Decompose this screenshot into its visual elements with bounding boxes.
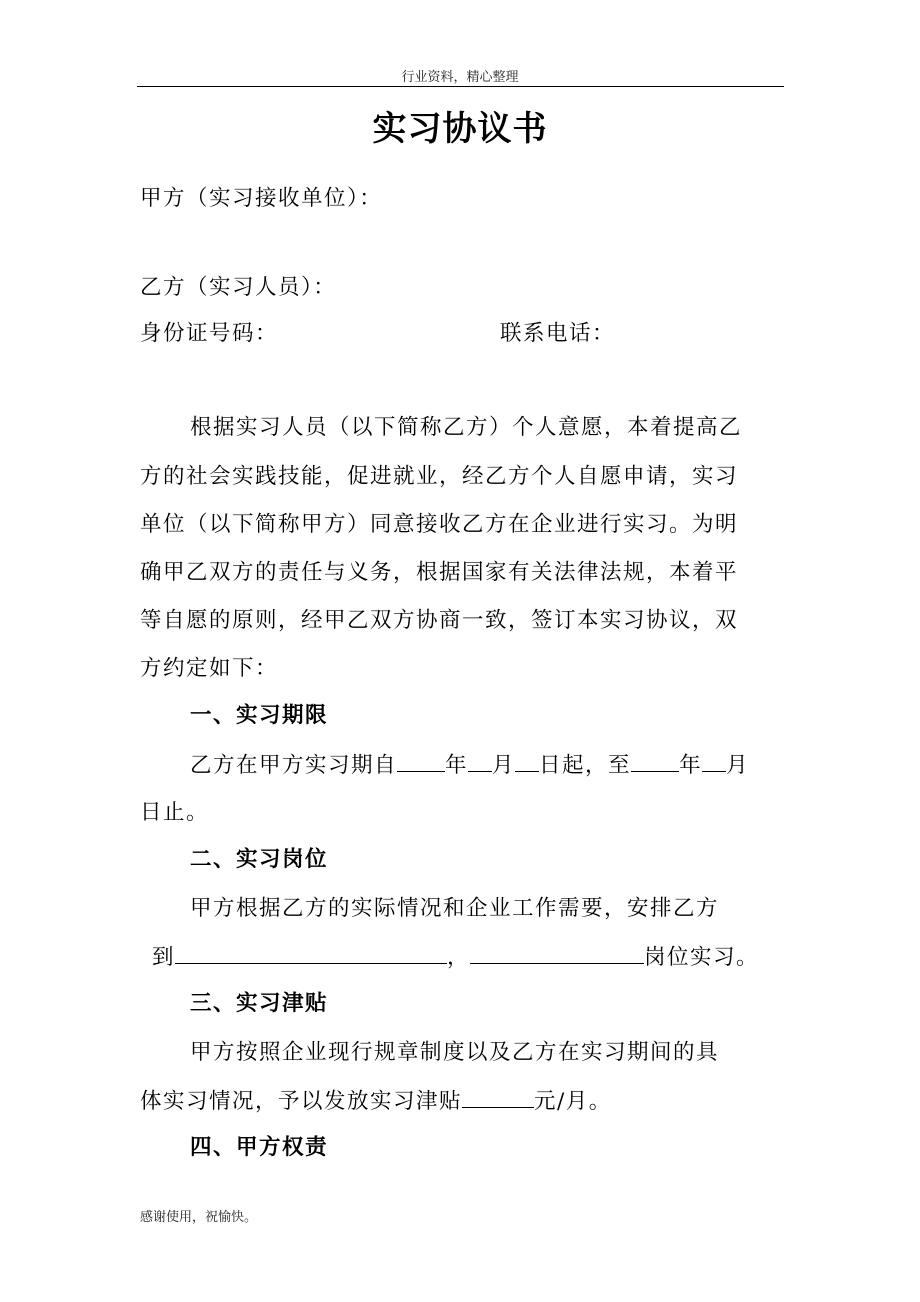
position-blank[interactable]	[470, 943, 644, 964]
intro-line: 确甲乙双方的责任与义务，根据国家有关法律法规，本着平	[140, 560, 739, 585]
year-label: 年	[679, 753, 703, 778]
allowance-unit: 元/月。	[534, 1089, 612, 1114]
intro-line: 方的社会实践技能，促进就业，经乙方个人自愿申请，实习	[140, 464, 739, 489]
document-title: 实习协议书	[372, 109, 548, 149]
year-label: 年	[445, 753, 469, 778]
party-a-field: 甲方（实习接收单位）：	[140, 186, 383, 211]
party-b-field: 乙方（实习人员）：	[140, 275, 337, 300]
intro-line: 根据实习人员（以下简称乙方）个人意愿，本着提高乙	[190, 415, 743, 440]
allowance-line: 甲方按照企业现行规章制度以及乙方在实习期间的具	[190, 1040, 720, 1065]
period-end: 日止。	[140, 800, 210, 825]
start-day-blank[interactable]	[515, 751, 539, 772]
day-label: 日起，至	[539, 753, 632, 778]
start-year-blank[interactable]	[397, 751, 445, 772]
section-heading-duties: 四、甲方权责	[190, 1135, 329, 1160]
section-heading-period: 一、实习期限	[190, 703, 329, 728]
end-year-blank[interactable]	[631, 751, 679, 772]
post-end-label: 岗位实习。	[644, 945, 760, 970]
intro-line: 单位（以下简称甲方）同意接收乙方在企业进行实习。为明	[140, 512, 739, 537]
intro-line: 方约定如下：	[140, 656, 279, 681]
department-blank[interactable]	[175, 943, 447, 964]
id-number-field: 身份证号码：	[140, 321, 279, 346]
month-label: 月	[492, 753, 516, 778]
to-label: 到	[152, 945, 176, 970]
section-heading-post: 二、实习岗位	[190, 847, 329, 872]
allowance-text: 体实习情况，予以发放实习津贴	[140, 1089, 463, 1114]
start-month-blank[interactable]	[468, 751, 492, 772]
intro-line: 等自愿的原则，经甲乙双方协商一致，签订本实习协议，双	[140, 608, 739, 633]
allowance-amount-line	[140, 1087, 612, 1116]
comma: ，	[447, 945, 471, 970]
month-label: 月	[726, 753, 750, 778]
period-line	[190, 751, 749, 780]
header-rule	[137, 86, 784, 87]
section-heading-allowance: 三、实习津贴	[190, 991, 329, 1016]
header-note: 行业资料，精心整理	[401, 70, 519, 85]
allowance-amount-blank[interactable]	[462, 1087, 534, 1108]
end-month-blank[interactable]	[702, 751, 726, 772]
post-line: 甲方根据乙方的实际情况和企业工作需要，安排乙方	[190, 896, 720, 921]
footer-note: 感谢使用，祝愉快。	[140, 1210, 258, 1225]
period-text: 乙方在甲方实习期自	[190, 753, 398, 778]
phone-field: 联系电话：	[500, 321, 616, 346]
post-assignment-line	[152, 943, 759, 972]
